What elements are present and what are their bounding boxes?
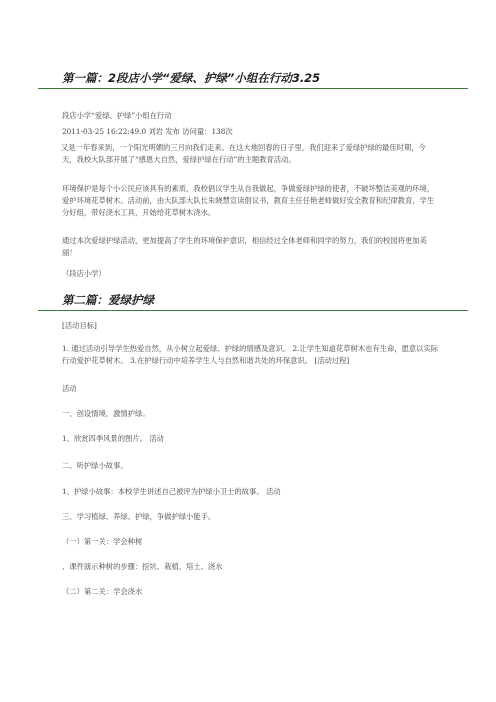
- paragraph: 、课件演示种树的步骤：挖坑、栽植、培土、浇水: [62, 562, 223, 571]
- paragraph: 1、护绿小故事：本校学生讲述自己被评为护绿小卫士的故事。 活动: [62, 487, 281, 496]
- paragraph-source: （段店小学）: [62, 269, 106, 278]
- paragraph: （一）第一关：学会种树: [62, 537, 143, 546]
- title-underline: [38, 310, 468, 311]
- article-meta: 2011-03-25 16:22:49.0 刘岩 发布 访问量：138次: [62, 127, 233, 136]
- paragraph: 通过本次爱绿护绿活动，更加提高了学生的环境保护意识，相信经过全体老师和同学的努力，我们的校园将更加美丽！: [62, 236, 427, 257]
- article-subtitle: 段店小学“爱绿、护绿”小组在行动: [62, 111, 172, 120]
- paragraph: 二、听护绿小故事。: [62, 461, 128, 470]
- paragraph: 又是一年春来到，一个阳光明媚的三月向我们走来。在这大地回春的日子里，我们迎来了爱绿护绿的最佳时期，今天，我校大队部开展了“感恩大自然，爱绿护绿在行动”的主题教育活动。: [61, 143, 426, 164]
- paragraph: （二）第二关：学会浇水: [62, 587, 143, 596]
- paragraph: 环境保护是每个小公民应该具有的素质，我校倡议学生从自我做起，争做爱绿护绿的使者，不破坏整洁美观的环境，爱护环境花草树木。活动前，由大队部大队长朱晓慧宣读倡议书，教育主任任艳老师做好安全教育和纪律教育，学生分好组，带好浇水工具，开始给花草树木浇水。: [62, 184, 435, 217]
- section-2-title: 第二篇：爱绿护绿: [62, 293, 154, 307]
- section-1-title: 第一篇：2段店小学“爱绿、护绿”小组在行动3.25: [62, 71, 321, 85]
- paragraph: 1、欣赏四季风景的图片。 活动: [62, 434, 164, 443]
- paragraph: [活动目标]: [62, 321, 97, 330]
- paragraph: 活动: [62, 384, 77, 393]
- paragraph: 一、创设情境，激情护绿。: [62, 409, 150, 418]
- paragraph: 1. 通过活动引导学生热爱自然，从小树立起爱绿、护绿的情感及意识。 2.让学生知道花草树木也有生命，愿意以实际行动爱护花草树木。 3.在护绿行动中培养学生人与自然和谐共处的环保意识。 [活动过程]: [62, 344, 439, 365]
- title-underline: [38, 88, 468, 89]
- paragraph: 三、学习植绿、养绿、护绿，争做护绿小能手。: [62, 512, 216, 521]
